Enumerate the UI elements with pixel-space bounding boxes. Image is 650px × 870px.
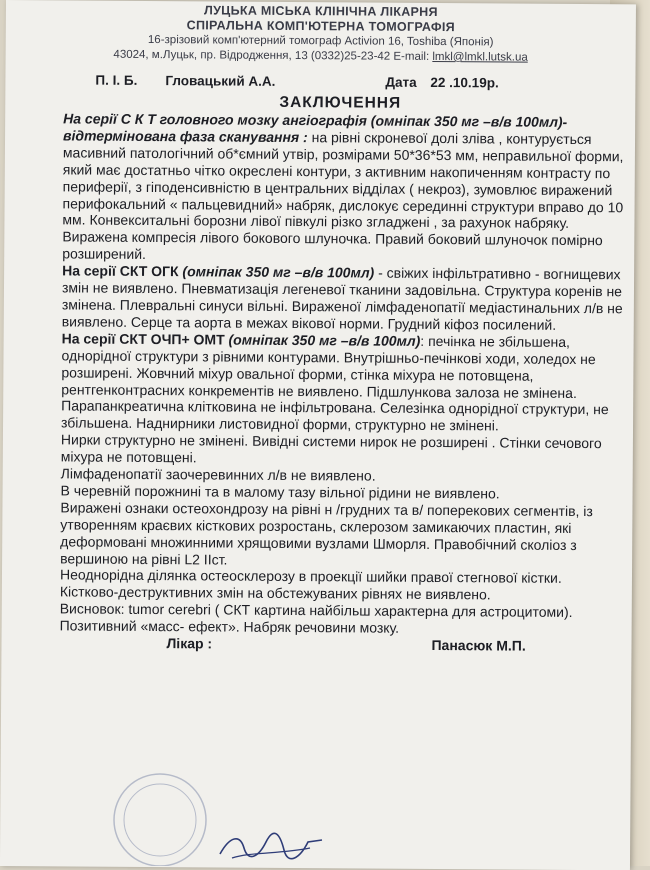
signature-line xyxy=(1,634,631,662)
femur-paragraph: Неоднорідна ділянка остеосклерозу в проекції шийки правої стегнової кістки. xyxy=(59,566,562,587)
brain-section xyxy=(62,110,627,266)
abdomen-text: : печінка не збільшена, однорідної структури з рівними контурами. Внутрішньо-печінкові ходи, холедох не розширені. Жовчний міхур овальної форми, стінка міхура не потовщена, рентгенконтрасних конкрементів не виявлено. Підшлункова залоза не змінена. Парапанкреатична клітковина не інфільтрована. Селезінка однорідної структури, не збільшена. Наднирники листовидної форми, структурно не змінені. xyxy=(60,332,609,434)
bone-paragraph: Кістково-деструктивних змін на обстежуваних рівнях не виявлено. xyxy=(59,583,491,603)
lymph-paragraph: Лімфаденопатії заочеревинних л/в не виявлено. xyxy=(60,465,376,484)
report-body xyxy=(2,110,636,638)
chest-section xyxy=(62,263,626,335)
department-name: СПІРАЛЬНА КОМП'ЮТЕРНА ТОМОГРАФІЯ xyxy=(186,18,456,35)
kidneys-paragraph: Нирки структурно не змінені. Вивідні системи нирок не розширені . Стінки сечового міхура не потовщені. xyxy=(60,431,602,466)
spine-paragraph: Виражені ознаки остеохондрозу на рівні н /грудних та в/ поперекових сегментів, із утворенням краєвих кісткових розростань, склерозом замикаючих пластин, які деформовані множинними хрящовими вузлами Шморля. Правобічний сколіоз з вершиною на рівні L2 ІІст. xyxy=(60,499,593,568)
equipment-line: 16-зрізовий комп'ютерний томограф Activion 16, Toshiba (Японія) xyxy=(147,33,494,49)
chest-text: - свіжих інфільтративно - вогнищевих змін не виявлено. Пневматизація легеневої тканини задовільна. Структура коренів не змінена. Плевральні синуси вільні. Вираженої лімфаденопатії медіастинальних л/в не виявлено. Серце та аорта в межах вікової норми. Грудний кіфоз посилений. xyxy=(61,264,623,333)
chest-contrast: (омніпак 350 мг –в/в 100мл) xyxy=(182,263,375,281)
conclusion-paragraph: Висновок: tumor cerebri ( СКТ картина найбільш характерна для астроцитоми). Позитивний «масс- ефект». Набряк речовини мозку. xyxy=(59,600,573,636)
address-text: 43024, м.Луцьк, пр. Відродження, 13 (0332)25-23-42 E-mail: xyxy=(113,48,433,63)
patient-name-label: П. І. Б. xyxy=(95,72,138,88)
patient-name: Гловацький А.А. xyxy=(165,73,276,89)
chest-heading: На серії СКТ ОГК xyxy=(62,262,179,280)
patient-meta xyxy=(5,72,635,98)
document-title: ЗАКЛЮЧЕННЯ xyxy=(279,93,402,112)
abdomen-section xyxy=(61,330,626,435)
handwritten-signature xyxy=(210,828,330,866)
brain-heading: На серії С К Т головного мозку ангіографія (омніпак 350 мг –в/в 100мл)- відтермінована фаза сканування : xyxy=(63,110,568,146)
date-value: 22 .10.19р. xyxy=(430,74,499,91)
hospital-name: ЛУЦЬКА МІСЬКА КЛІНІЧНА ЛІКАРНЯ xyxy=(204,3,438,20)
fluid-paragraph: В черевній порожнині та в малому тазу вільної рідини не виявлено. xyxy=(60,482,500,502)
letterhead xyxy=(6,2,636,66)
abdomen-contrast: (омніпак 350 мг –в/в 100мл) xyxy=(228,331,421,349)
doctor-label: Лікар : xyxy=(166,635,213,652)
brain-text: на рівні скроневої долі зліва , контурується масивний патологічний об*ємний утвір, розмірами 50*36*53 мм, неправильної форми, який має достатньо чітко окреслені контури, з активним накопиченням контрасту по периферії, з гіподенсивністю в центральних відділах ( некроз), зумовлює виражений перифокальний « пальцевидний» набряк, дислокує серединні структури вправо до 10 мм. Конвекситальні борозни лівої півкулі різко згладжені , за рахунок набряку. Виражена компресія лівого бокового шлуночка. Правий боковий шлуночок помірно розширений. xyxy=(62,129,624,263)
abdomen-heading: На серії СКТ ОЧП+ ОМТ xyxy=(61,330,225,348)
doctor-name: Панасюк М.П. xyxy=(431,637,526,654)
email-text: lmkl@lmkl.lutsk.ua xyxy=(432,50,528,64)
date-label: Дата xyxy=(385,74,417,90)
address-line xyxy=(6,46,636,66)
